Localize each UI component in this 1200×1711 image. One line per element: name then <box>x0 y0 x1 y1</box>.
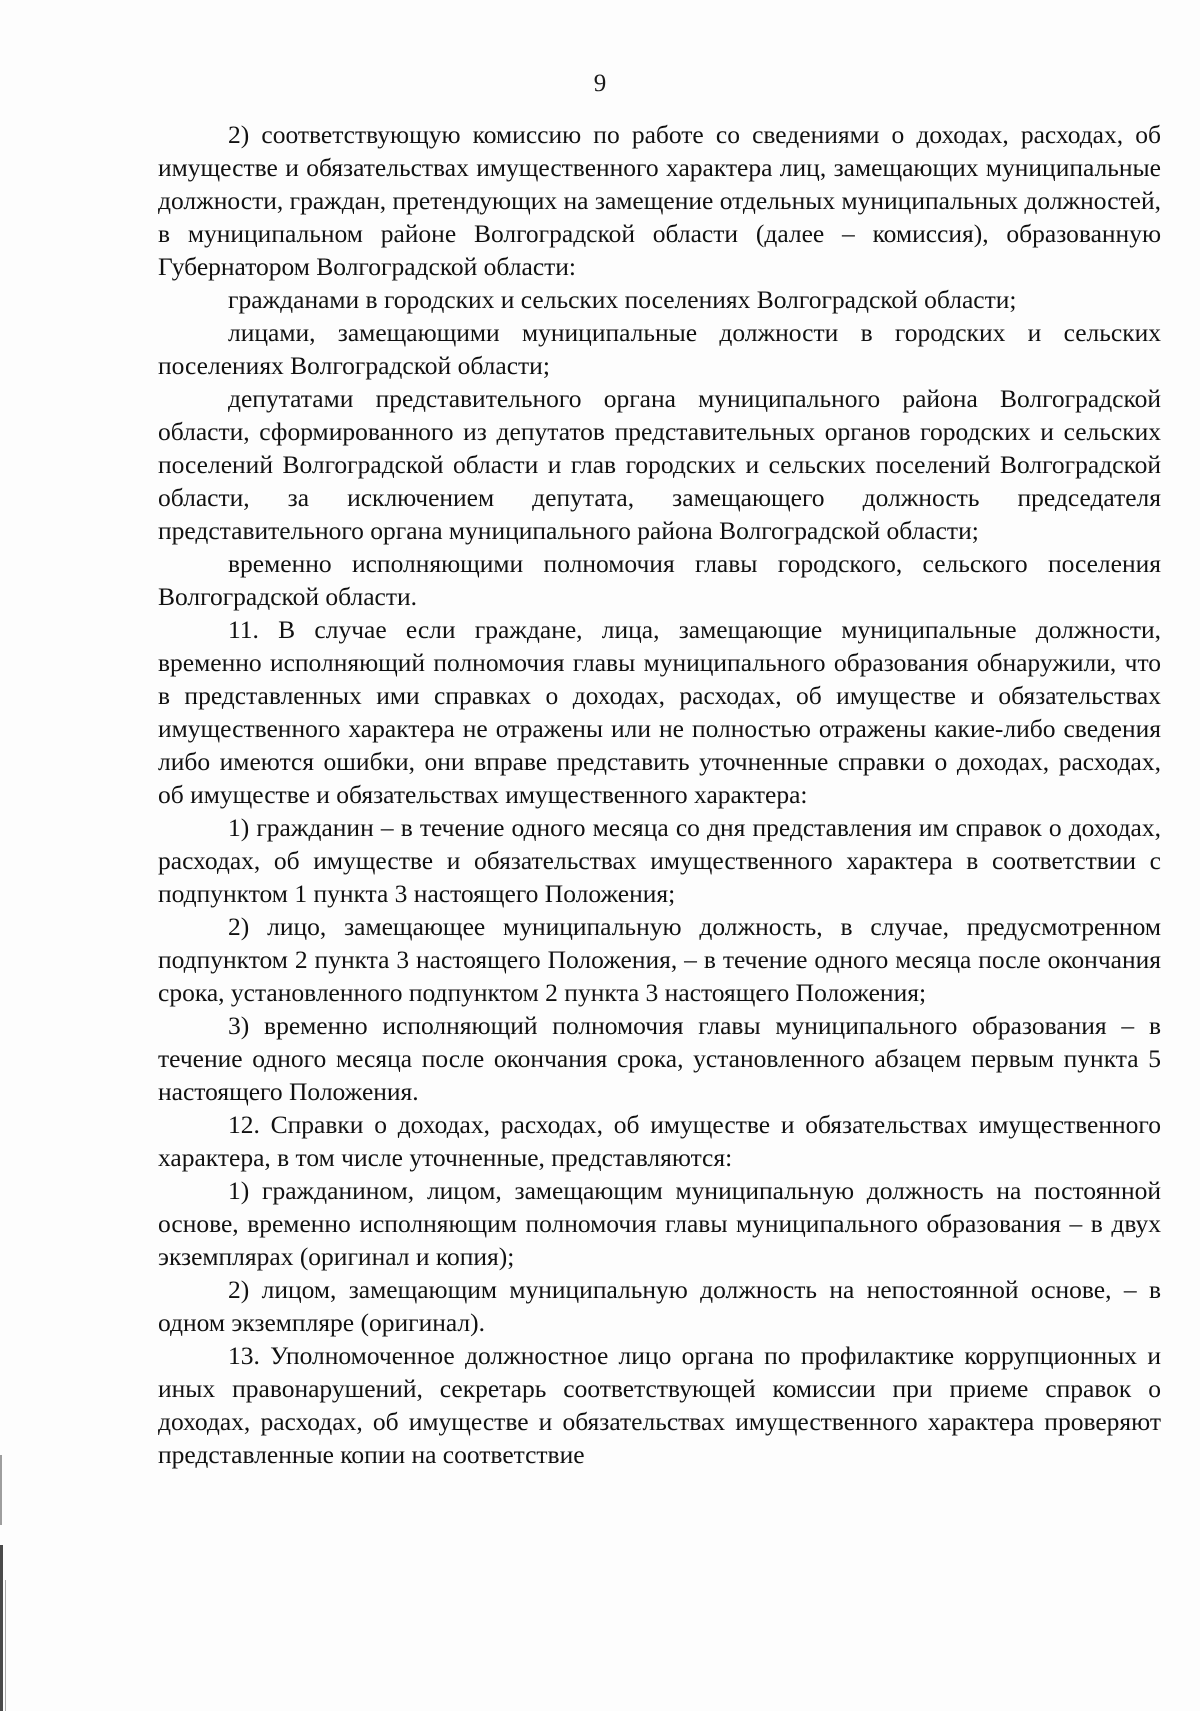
paragraph: 11. В случае если граждане, лица, замещающие муниципальные должности, временно исполняющий полномочия главы муниципального образования обнаружили, что в представленных ими справках о доходах, расходах, об имуществе и обязательствах имущественного характера не отражены или не полностью отражены какие-либо сведения либо имеются ошибки, они вправе представить уточненные справки о доходах, расходах, об имуществе и обязательствах имущественного характера: <box>158 615 1161 809</box>
paragraph: 1) гражданином, лицом, замещающим муниципальную должность на постоянной основе, временно исполняющим полномочия главы муниципального образования – в двух экземплярах (оригинал и копия); <box>158 1176 1161 1271</box>
paragraph: 1) гражданин – в течение одного месяца со дня представления им справок о доходах, расходах, об имуществе и обязательствах имущественного характера в соответствии с подпунктом 1 пункта 3 настоящего Положения; <box>158 813 1161 908</box>
scan-edge-mark <box>0 1545 3 1711</box>
scan-edge-mark <box>5 1580 6 1711</box>
paragraph: 13. Уполномоченное должностное лицо органа по профилактике коррупционных и иных правонарушений, секретарь соответствующей комиссии при приеме справок о доходах, расходах, об имуществе и обязательствах имущественного характера проверяют представленные копии на соответствие <box>158 1341 1161 1469</box>
paragraph: 12. Справки о доходах, расходах, об имуществе и обязательствах имущественного характера, в том числе уточненные, представляются: <box>158 1110 1161 1172</box>
paragraph: 3) временно исполняющий полномочия главы муниципального образования – в течение одного месяца после окончания срока, установленного абзацем первым пункта 5 настоящего Положения. <box>158 1011 1161 1106</box>
paragraph: 2) лицом, замещающим муниципальную должность на непостоянной основе, – в одном экземпляре (оригинал). <box>158 1275 1161 1337</box>
paragraph: 2) лицо, замещающее муниципальную должность, в случае, предусмотренном подпунктом 2 пункта 3 настоящего Положения, – в течение одного месяца после окончания срока, установленного подпунктом 2 пункта 3 настоящего Положения; <box>158 912 1161 1007</box>
paragraph: гражданами в городских и сельских поселениях Волгоградской области; <box>228 285 1017 314</box>
page-number: 9 <box>593 70 607 97</box>
paragraph: лицами, замещающими муниципальные должности в городских и сельских поселениях Волгоградской области; <box>158 318 1161 380</box>
paragraph: депутатами представительного органа муниципального района Волгоградской области, сформированного из депутатов представительных органов городских и сельских поселений Волгоградской области и глав городских и сельских поселений Волгоградской области, за исключением депутата, замещающего должность председателя представительного органа муниципального района Волгоградской области; <box>158 384 1161 545</box>
scan-edge-mark <box>0 1455 2 1525</box>
document-body <box>158 118 1161 1471</box>
paragraph: временно исполняющими полномочия главы городского, сельского поселения Волгоградской области. <box>158 549 1161 611</box>
paragraph: 2) соответствующую комиссию по работе со сведениями о доходах, расходах, об имуществе и обязательствах имущественного характера лиц, замещающих муниципальные должности, граждан, претендующих на замещение отдельных муниципальных должностей, в муниципальном районе Волгоградской области (далее – комиссия), образованную Губернатором Волгоградской области: <box>158 120 1161 281</box>
